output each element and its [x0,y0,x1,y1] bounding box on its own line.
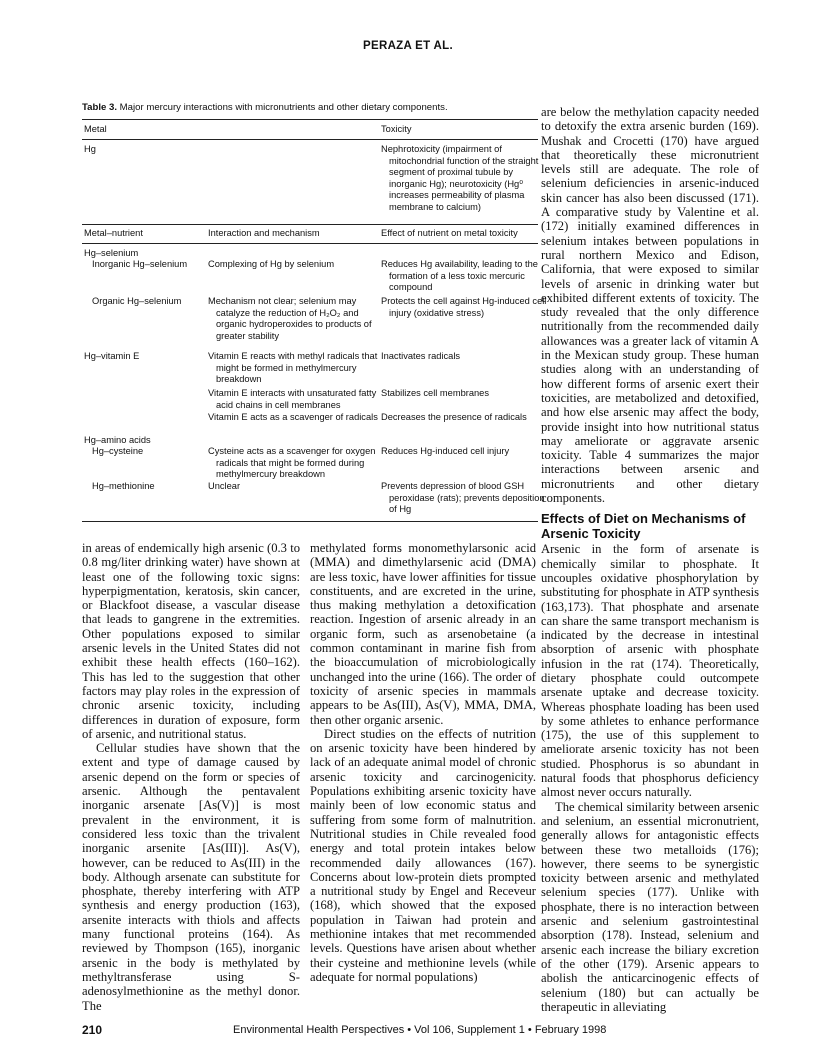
paragraph: in areas of endemically high arsenic (0.3 to 0.8 mg/liter drinking water) have shown at least one of the following toxic signs: hyperpigmentation, keratosis, skin cancer, or Blackfoot disease, a vascular disease that leads to gangrene in the extremities. Other populations exposed to similar arsenic levels in the United States did not exhibit these health effects (160–162). This has led to the suggestion that other factors may play roles in the expression of chronic arsenic toxicity, including differences in duration of exposure, form of arsenic, and nutritional status. [82,541,300,741]
paragraph: are below the methylation capacity needed to detoxify the extra arsenic burden (169). Mushak and Crocetti (170) have argued that theoretically these micronutrient levels still are adequate. The role of selenium deficiencies in arsenic-induced skin cancer has also been discussed (171). A comparative study by Valentine et al. (172) initially examined differences in selenium intakes between populations in rural northern Mexico and Edison, California, that were exposed to similar levels of arsenic in drinking water but exhibited different extents of toxicity. The study revealed that the only difference nutritionally from the recommended daily allowances was a greater lack of vitamin A in the Mexican study group. These human studies along with an understanding of how different forms of arsenic exert their toxicities, are metabolized and detoxified, and how else arsenic may affect the body, provide insight into how nutritional status may ameliorate or aggravate arsenic toxicity. Table 4 summarizes the major interactions between arsenic and micronutrients and other dietary components. [541,105,759,506]
vitamin-e-mechanism-3: Vitamin E acts as a scavenger of radicals [208,412,378,422]
body-column-right [541,105,759,1014]
vitamin-e-effect-1: Inactivates radicals [381,351,461,361]
group-amino-acids: Hg–amino acids [84,435,151,445]
page-number: 210 [82,1023,103,1037]
methionine-mechanism: Unclear [208,481,241,491]
table-bottom-rule [82,521,538,522]
running-head: PERAZA ET AL. [363,40,453,52]
header-effect: Effect of nutrient on metal toxicity [381,228,518,238]
table-mid-rule [82,224,538,225]
organic-label: Organic Hg–selenium [92,296,182,306]
organic-effect: Protects the cell against Hg-induced cell injury (oxidative stress) [381,296,547,318]
paragraph: methylated forms monomethylarsonic acid (MMA) and dimethylarsenic acid (DMA) are less toxic, have lower affinities for tissue constituents, and are excreted in the urine, thus making methylation a detoxification reaction. Ingestion of arsenic already in an organic form, such as arsenobetaine (a common contaminant in marine fish from the bioaccumulation of microbiologically unchanged into the urine (166). The order of toxicity of arsenic species in mammals appears to be As(III), As(V), MMA, DMA, then other organic arsenic. [310,541,536,727]
table-header2-rule [82,243,538,244]
body-column-middle [310,541,536,984]
cysteine-effect: Reduces Hg-induced cell injury [381,446,510,456]
header-metal: Metal [84,124,107,134]
inorganic-effect: Reduces Hg availability, leading to the formation of a less toxic mercuric compound [381,259,538,292]
inorganic-label: Inorganic Hg–selenium [92,259,188,269]
group-hg-selenium: Hg–selenium [84,248,139,258]
methionine-effect: Prevents depression of blood GSH peroxidase (rats); prevents deposition of Hg [381,481,545,514]
vitamin-e-label: Hg–vitamin E [84,351,140,361]
inorganic-mechanism: Complexing of Hg by selenium [208,259,335,269]
table-caption-label: Table 3. [82,102,118,113]
header-metal-nutrient: Metal–nutrient [84,228,143,238]
vitamin-e-effect-2: Stabilizes cell membranes [381,388,489,398]
journal-footer: Environmental Health Perspectives • Vol 106, Supplement 1 • February 1998 [233,1024,607,1036]
table-header-rule [82,139,538,140]
hg-row-toxicity: Nephrotoxicity (impairment of mitochondrial function of the straight segment of proximal tubule by inorganic Hg); neurotoxicity (Hg⁰ increases permeability of plasma membrane to calcium) [381,144,539,212]
table-top-rule [82,119,538,120]
vitamin-e-mechanism-2: Vitamin E interacts with unsaturated fatty acid chains in cell membranes [208,388,377,410]
vitamin-e-mechanism-1: Vitamin E reacts with methyl radicals that might be formed in methylmercury breakdown [208,351,378,384]
cysteine-label: Hg–cysteine [92,446,144,456]
header-toxicity: Toxicity [381,124,412,134]
paragraph: Arsenic in the form of arsenate is chemically similar to phosphate. It uncouples oxidative phosphorylation by substituting for phosphate in ATP synthesis (163,173). That phosphate and arsenate can share the same transport mechanism is indicated by the decrease in intestinal absorption of arsenic with phosphate infusion in the rat (174). Theoretically, dietary phosphate could outcompete arsenate uptake and decrease toxicity. Whereas phosphate loading has been used by some athletes to enhance performance (175), the use of this supplement to ameliorate arsenic toxicity has not been studied. Phosphorus is so abundant in natural foods that phosphorus deficiency almost never occurs naturally. [541,542,759,800]
paragraph: The chemical similarity between arsenic and selenium, an essential micronutrient, generally allows for antagonistic effects between these two metalloids (176); however, there seems to be synergistic toxicity between arsenic and methylated selenium species (177). Unlike with phosphate, there is no interaction between arsenic and selenium gastrointestinal absorption (178). Instead, selenium and arsenic each increase the biliary excretion of the other (179). Arsenic appears to abolish the anticarcinogenic effects of selenium (180) but can actually be therapeutic in alleviating [541,799,759,1014]
paragraph: Cellular studies have shown that the extent and type of damage caused by arsenic depend on the form or species of arsenic. Although the pentavalent inorganic arsenate [As(V)] is most prevalent in the environment, it is considered less toxic than the trivalent inorganic arsenite [As(III)]. As(V), however, can be reduced to As(III) in the body. Although arsenate can substitute for phosphate, thereby interfering with ATP synthesis and energy production (163), arsenite interacts with thiols and affects many functional proteins (164). As reviewed by Thompson (165), inorganic arsenic in the body is methylated by methyltransferase using S-adenosylmethionine as the methyl donor. The [82,741,300,1013]
methionine-label: Hg–methionine [92,481,155,491]
hg-row-metal: Hg [84,144,96,154]
header-interaction: Interaction and mechanism [208,228,320,238]
vitamin-e-effect-3: Decreases the presence of radicals [381,412,527,422]
organic-mechanism: Mechanism not clear; selenium may catalyze the reduction of H₂O₂ and organic hydroperoxides to products of greater stability [208,296,372,341]
cysteine-mechanism: Cysteine acts as a scavenger for oxygen radicals that might be formed during methylmercury breakdown [208,446,376,479]
table-caption-text: Major mercury interactions with micronutrients and other dietary components. [117,102,448,113]
paragraph: Direct studies on the effects of nutrition on arsenic toxicity have been hindered by lack of an adequate animal model of chronic arsenic toxicity and carcinogenicity. Populations exhibiting arsenic toxicity have mainly been of low economic status and suffering from some form of malnutrition. Nutritional studies in Chile revealed food energy and total protein intakes below recommended daily allowances (167). Concerns about low-protein diets prompted a nutritional study by Engel and Receveur (168), which showed that the exposed population in Taiwan had protein and methionine intakes that met recommended levels. Questions have arisen about whether their cysteine and methionine levels (while adequate for normal populations) [310,726,536,984]
section-heading: Effects of Diet on Mechanisms of Arsenic Toxicity [541,511,746,542]
table-caption [82,102,542,114]
body-column-left [82,541,300,1013]
